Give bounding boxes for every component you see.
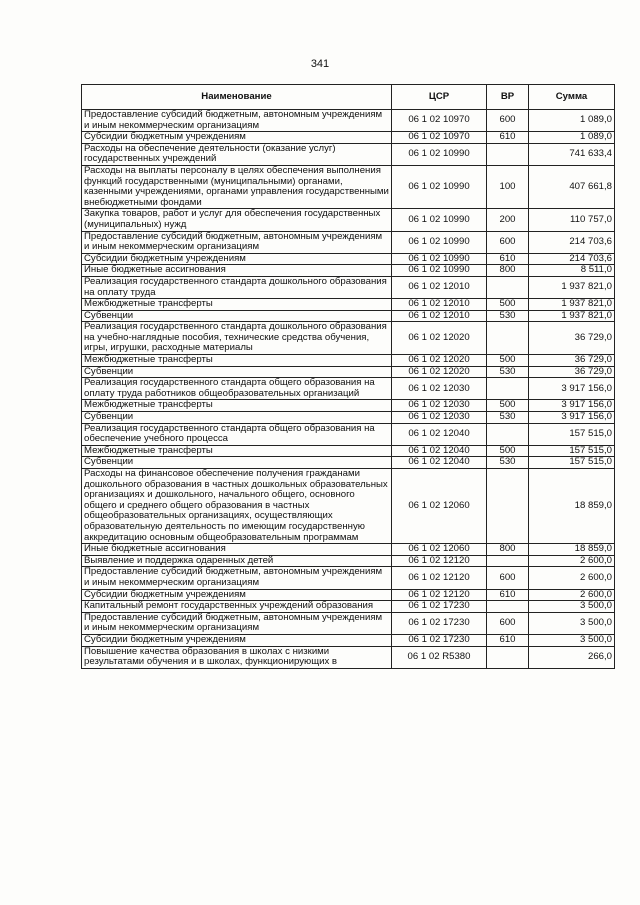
cell-vr: 530	[487, 412, 529, 424]
cell-sum: 36 729,0	[529, 355, 615, 367]
cell-vr: 610	[487, 253, 529, 265]
cell-vr	[487, 423, 529, 445]
cell-vr: 600	[487, 231, 529, 253]
header-name: Наименование	[82, 85, 392, 110]
cell-vr: 600	[487, 567, 529, 589]
table-row	[82, 231, 615, 253]
cell-sum: 3 500,0	[529, 612, 615, 634]
cell-name: Реализация государственного стандарта общего образования на оплату труда работников общеобразовательных организаций	[82, 378, 392, 400]
cell-csr: 06 1 02 12060	[392, 469, 487, 544]
cell-vr: 800	[487, 544, 529, 556]
cell-name: Реализация государственного стандарта дошкольного образования на оплату труда	[82, 276, 392, 298]
table-row	[82, 646, 615, 668]
cell-vr: 610	[487, 132, 529, 144]
cell-sum: 110 757,0	[529, 209, 615, 231]
cell-name: Субсидии бюджетным учреждениям	[82, 589, 392, 601]
budget-table	[81, 84, 615, 669]
cell-name: Реализация государственного стандарта дошкольного образования на учебно-наглядные пособия, технические средства обучения, игры, игрушки, расходные материалы	[82, 322, 392, 355]
cell-csr: 06 1 02 12030	[392, 378, 487, 400]
cell-name: Расходы на выплаты персоналу в целях обеспечения выполнения функций государственными (муниципальными) органами, казенными учреждениями, органами управления государственными внебюджетными фондами	[82, 165, 392, 208]
cell-csr: 06 1 02 10990	[392, 165, 487, 208]
cell-sum: 3 917 156,0	[529, 400, 615, 412]
cell-sum: 741 633,4	[529, 143, 615, 165]
table-row	[82, 469, 615, 544]
table-row	[82, 143, 615, 165]
cell-vr	[487, 143, 529, 165]
table-header-row	[82, 85, 615, 110]
cell-vr: 800	[487, 265, 529, 277]
cell-name: Капитальный ремонт государственных учреждений образования	[82, 601, 392, 613]
cell-vr	[487, 322, 529, 355]
table-row	[82, 423, 615, 445]
table-row	[82, 110, 615, 132]
cell-name: Субвенции	[82, 457, 392, 469]
cell-vr: 500	[487, 355, 529, 367]
table-row	[82, 132, 615, 144]
table-row	[82, 400, 615, 412]
cell-vr: 610	[487, 589, 529, 601]
table-body	[82, 110, 615, 669]
table-row	[82, 445, 615, 457]
cell-sum: 157 515,0	[529, 445, 615, 457]
cell-csr: 06 1 02 12120	[392, 555, 487, 567]
cell-name: Субсидии бюджетным учреждениям	[82, 634, 392, 646]
cell-vr	[487, 378, 529, 400]
table-row	[82, 276, 615, 298]
cell-sum: 1 937 821,0	[529, 310, 615, 322]
cell-vr: 100	[487, 165, 529, 208]
cell-csr: 06 1 02 10990	[392, 265, 487, 277]
cell-sum: 3 917 156,0	[529, 412, 615, 424]
cell-sum: 1 089,0	[529, 132, 615, 144]
cell-sum: 1 089,0	[529, 110, 615, 132]
cell-sum: 1 937 821,0	[529, 299, 615, 311]
cell-name: Субсидии бюджетным учреждениям	[82, 132, 392, 144]
cell-csr: 06 1 02 12030	[392, 412, 487, 424]
header-sum: Сумма	[529, 85, 615, 110]
cell-name: Повышение качества образования в школах с низкими результатами обучения и в школах, функционирующих в	[82, 646, 392, 668]
cell-csr: 06 1 02 12060	[392, 544, 487, 556]
cell-vr: 600	[487, 612, 529, 634]
table-row	[82, 612, 615, 634]
table-row	[82, 366, 615, 378]
cell-name: Субсидии бюджетным учреждениям	[82, 253, 392, 265]
cell-sum: 3 500,0	[529, 634, 615, 646]
page-number: 341	[310, 58, 330, 70]
cell-sum: 407 661,8	[529, 165, 615, 208]
cell-csr: 06 1 02 17230	[392, 612, 487, 634]
cell-name: Субвенции	[82, 366, 392, 378]
cell-sum: 1 937 821,0	[529, 276, 615, 298]
cell-sum: 266,0	[529, 646, 615, 668]
table-row	[82, 567, 615, 589]
table-row	[82, 355, 615, 367]
table-row	[82, 457, 615, 469]
cell-name: Закупка товаров, работ и услуг для обеспечения государственных (муниципальных) нужд	[82, 209, 392, 231]
cell-vr	[487, 646, 529, 668]
header-csr: ЦСР	[392, 85, 487, 110]
cell-csr: 06 1 02 10990	[392, 231, 487, 253]
cell-csr: 06 1 02 12010	[392, 299, 487, 311]
table-row	[82, 310, 615, 322]
cell-name: Предоставление субсидий бюджетным, автономным учреждениям и иным некоммерческим организациям	[82, 612, 392, 634]
cell-csr: 06 1 02 12120	[392, 567, 487, 589]
cell-vr	[487, 601, 529, 613]
cell-sum: 157 515,0	[529, 457, 615, 469]
cell-sum: 36 729,0	[529, 366, 615, 378]
cell-csr: 06 1 02 12040	[392, 457, 487, 469]
table-row	[82, 589, 615, 601]
cell-csr: 06 1 02 12010	[392, 310, 487, 322]
cell-name: Межбюджетные трансферты	[82, 445, 392, 457]
cell-name: Субвенции	[82, 310, 392, 322]
table-row	[82, 299, 615, 311]
cell-csr: 06 1 02 10970	[392, 110, 487, 132]
cell-sum: 214 703,6	[529, 231, 615, 253]
table-row	[82, 544, 615, 556]
cell-name: Субвенции	[82, 412, 392, 424]
table-row	[82, 165, 615, 208]
table-row	[82, 378, 615, 400]
cell-sum: 8 511,0	[529, 265, 615, 277]
cell-name: Реализация государственного стандарта общего образования на обеспечение учебного процесса	[82, 423, 392, 445]
table-row	[82, 265, 615, 277]
table-row	[82, 412, 615, 424]
cell-name: Иные бюджетные ассигнования	[82, 544, 392, 556]
cell-csr: 06 1 02 12010	[392, 276, 487, 298]
cell-name: Выявление и поддержка одаренных детей	[82, 555, 392, 567]
cell-sum: 3 500,0	[529, 601, 615, 613]
cell-name: Предоставление субсидий бюджетным, автономным учреждениям и иным некоммерческим организациям	[82, 231, 392, 253]
cell-csr: 06 1 02 12120	[392, 589, 487, 601]
cell-csr: 06 1 02 12040	[392, 445, 487, 457]
cell-vr: 530	[487, 366, 529, 378]
cell-sum: 157 515,0	[529, 423, 615, 445]
cell-sum: 2 600,0	[529, 555, 615, 567]
cell-name: Иные бюджетные ассигнования	[82, 265, 392, 277]
cell-sum: 2 600,0	[529, 589, 615, 601]
cell-name: Межбюджетные трансферты	[82, 400, 392, 412]
cell-vr: 500	[487, 299, 529, 311]
cell-name: Межбюджетные трансферты	[82, 355, 392, 367]
cell-csr: 06 1 02 10990	[392, 209, 487, 231]
cell-csr: 06 1 02 17230	[392, 634, 487, 646]
table-row	[82, 209, 615, 231]
cell-vr	[487, 469, 529, 544]
cell-csr: 06 1 02 R5380	[392, 646, 487, 668]
cell-csr: 06 1 02 10970	[392, 132, 487, 144]
cell-name: Предоставление субсидий бюджетным, автономным учреждениям и иным некоммерческим организациям	[82, 567, 392, 589]
cell-name: Предоставление субсидий бюджетным, автономным учреждениям и иным некоммерческим организациям	[82, 110, 392, 132]
cell-name: Расходы на финансовое обеспечение получения гражданами дошкольного образования в частных дошкольных образовательных организациях и дошкольного, начального общего, основного общего и среднего общего образования в частных общеобразовательных организациях, осуществляющих образовательную деятельность по имеющим государственную аккредитацию основным общеобразовательным программам	[82, 469, 392, 544]
cell-csr: 06 1 02 12020	[392, 366, 487, 378]
cell-csr: 06 1 02 12020	[392, 355, 487, 367]
cell-vr: 200	[487, 209, 529, 231]
cell-sum: 18 859,0	[529, 544, 615, 556]
cell-name: Расходы на обеспечение деятельности (оказание услуг) государственных учреждений	[82, 143, 392, 165]
cell-sum: 36 729,0	[529, 322, 615, 355]
cell-vr: 530	[487, 457, 529, 469]
cell-csr: 06 1 02 12030	[392, 400, 487, 412]
table-row	[82, 634, 615, 646]
header-vr: ВР	[487, 85, 529, 110]
cell-csr: 06 1 02 17230	[392, 601, 487, 613]
table-row	[82, 322, 615, 355]
cell-csr: 06 1 02 12040	[392, 423, 487, 445]
cell-sum: 2 600,0	[529, 567, 615, 589]
cell-csr: 06 1 02 10990	[392, 253, 487, 265]
cell-sum: 214 703,6	[529, 253, 615, 265]
cell-name: Межбюджетные трансферты	[82, 299, 392, 311]
cell-vr	[487, 555, 529, 567]
table-row	[82, 253, 615, 265]
cell-vr: 530	[487, 310, 529, 322]
cell-vr: 500	[487, 445, 529, 457]
cell-vr: 610	[487, 634, 529, 646]
cell-csr: 06 1 02 12020	[392, 322, 487, 355]
cell-vr: 500	[487, 400, 529, 412]
table-row	[82, 601, 615, 613]
cell-sum: 3 917 156,0	[529, 378, 615, 400]
table-row	[82, 555, 615, 567]
cell-vr: 600	[487, 110, 529, 132]
cell-vr	[487, 276, 529, 298]
cell-sum: 18 859,0	[529, 469, 615, 544]
cell-csr: 06 1 02 10990	[392, 143, 487, 165]
